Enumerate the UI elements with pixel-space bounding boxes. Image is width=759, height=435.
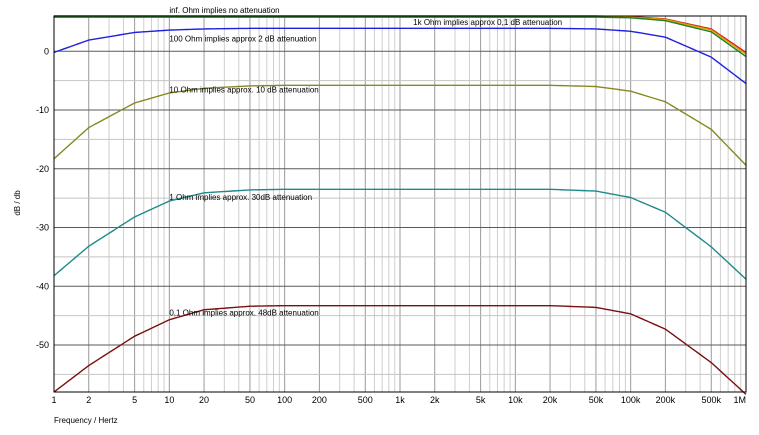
- x-tick-label: 10k: [508, 395, 523, 405]
- x-tick-label: 5k: [475, 395, 486, 405]
- x-tick-label: 100: [277, 395, 293, 405]
- y-tick-label: -30: [35, 222, 49, 233]
- annotation-5: 0,1 Ohm implies approx. 48dB attenuation: [169, 308, 319, 318]
- annotation-0: inf. Ohm implies no attenuation: [169, 6, 280, 16]
- y-tick-labels: [36, 46, 49, 350]
- x-tick-label: 10: [164, 395, 175, 405]
- annotation-3: 10 Ohm implies approx. 10 dB attenuation: [169, 85, 319, 95]
- x-tick-label: 2k: [429, 395, 440, 405]
- y-tick-label: -20: [35, 163, 49, 174]
- y-tick-label: 0: [43, 46, 49, 57]
- x-tick-label: 50k: [588, 395, 604, 405]
- x-tick-label: 500k: [701, 395, 722, 405]
- annotation-4: 1 Ohm implies approx. 30dB attenuation: [169, 192, 313, 202]
- y-axis-label: dB / db: [13, 190, 22, 216]
- annotation-1: 1k Ohm implies approx 0,1 dB attenuation: [413, 17, 563, 27]
- x-tick-label: 200k: [655, 395, 676, 405]
- x-tick-label: 50: [244, 395, 255, 405]
- x-tick-label: 1M: [733, 395, 746, 405]
- y-tick-label: -40: [35, 281, 49, 292]
- x-tick-label: 1k: [395, 395, 405, 405]
- x-tick-labels: [51, 395, 746, 405]
- y-tick-label: -50: [35, 340, 49, 350]
- x-tick-label: 5: [132, 395, 138, 405]
- x-tick-label: 2: [86, 395, 92, 405]
- x-tick-label: 1: [51, 395, 57, 405]
- x-tick-label: 500: [357, 395, 373, 405]
- y-tick-label: -10: [35, 105, 49, 115]
- x-tick-label: 100k: [620, 395, 641, 405]
- x-axis-label: Frequency / Hertz: [54, 416, 118, 425]
- annotation-2: 100 Ohm implies approx 2 dB attenuation: [169, 34, 317, 44]
- x-tick-label: 20: [199, 395, 210, 405]
- x-tick-label: 200: [311, 395, 327, 405]
- x-tick-label: 20k: [542, 395, 558, 405]
